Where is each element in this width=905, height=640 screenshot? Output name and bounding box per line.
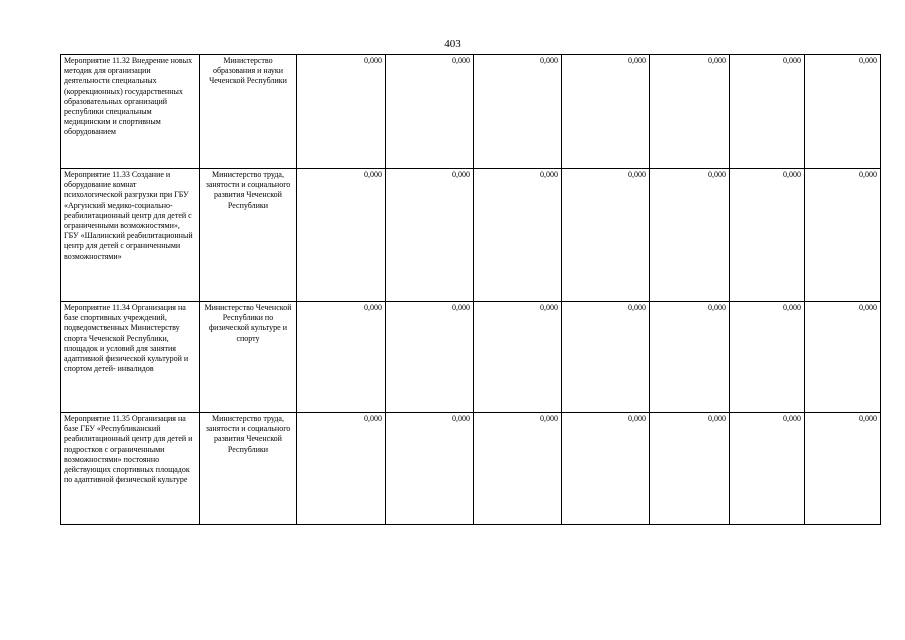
value-cell: 0,000 [386, 169, 474, 302]
table-row [61, 302, 881, 413]
activity-cell: Мероприятие 11.35 Организация на базе ГБУ «Республиканский реабилитационный центр для детей и подростков с ограниченными возможностями» постоянно действующих спортивных площадок по адаптивной физической культуре [61, 413, 200, 525]
value-cell: 0,000 [297, 413, 386, 525]
value-cell: 0,000 [474, 55, 562, 169]
table-row [61, 169, 881, 302]
table-row [61, 413, 881, 525]
value-cell: 0,000 [562, 169, 650, 302]
page-number: 403 [444, 38, 461, 50]
value-cell: 0,000 [730, 413, 805, 525]
value-cell: 0,000 [297, 169, 386, 302]
value-cell: 0,000 [386, 302, 474, 413]
value-cell: 0,000 [474, 169, 562, 302]
value-cell: 0,000 [386, 413, 474, 525]
value-cell: 0,000 [730, 55, 805, 169]
responsible-cell: Министерство образования и науки Чеченской Республики [200, 55, 297, 169]
value-cell: 0,000 [297, 55, 386, 169]
value-cell: 0,000 [805, 169, 881, 302]
value-cell: 0,000 [562, 302, 650, 413]
value-cell: 0,000 [297, 302, 386, 413]
value-cell: 0,000 [650, 302, 730, 413]
value-cell: 0,000 [805, 413, 881, 525]
responsible-cell: Министерство Чеченской Республики по физической культуре и спорту [200, 302, 297, 413]
activity-cell: Мероприятие 11.33 Создание и оборудование комнат психологической разгрузки при ГБУ «Аргунский медико-социально-реабилитационный центр для детей с ограниченными возможностями», ГБУ «Шалинский реабилитационный центр для детей с ограниченными возможностями» [61, 169, 200, 302]
responsible-cell: Министерство труда, занятости и социального развития Чеченской Республики [200, 413, 297, 525]
activity-cell: Мероприятие 11.32 Внедрение новых методик для организации деятельности специальных (коррекционных) государственных образовательных организаций республики специальным медицинским и спортивным оборудованием [61, 55, 200, 169]
value-cell: 0,000 [650, 169, 730, 302]
value-cell: 0,000 [805, 55, 881, 169]
value-cell: 0,000 [650, 413, 730, 525]
budget-table [60, 54, 881, 525]
table-row [61, 55, 881, 169]
value-cell: 0,000 [730, 169, 805, 302]
activity-cell: Мероприятие 11.34 Организация на базе спортивных учреждений, подведомственных Министерству спорта Чеченской Республики, площадок и условий для занятия адаптивной физической культурой и спортом детей- инвалидов [61, 302, 200, 413]
value-cell: 0,000 [730, 302, 805, 413]
value-cell: 0,000 [474, 413, 562, 525]
value-cell: 0,000 [474, 302, 562, 413]
value-cell: 0,000 [650, 55, 730, 169]
responsible-cell: Министерство труда, занятости и социального развития Чеченской Республики [200, 169, 297, 302]
value-cell: 0,000 [386, 55, 474, 169]
value-cell: 0,000 [562, 55, 650, 169]
value-cell: 0,000 [805, 302, 881, 413]
value-cell: 0,000 [562, 413, 650, 525]
